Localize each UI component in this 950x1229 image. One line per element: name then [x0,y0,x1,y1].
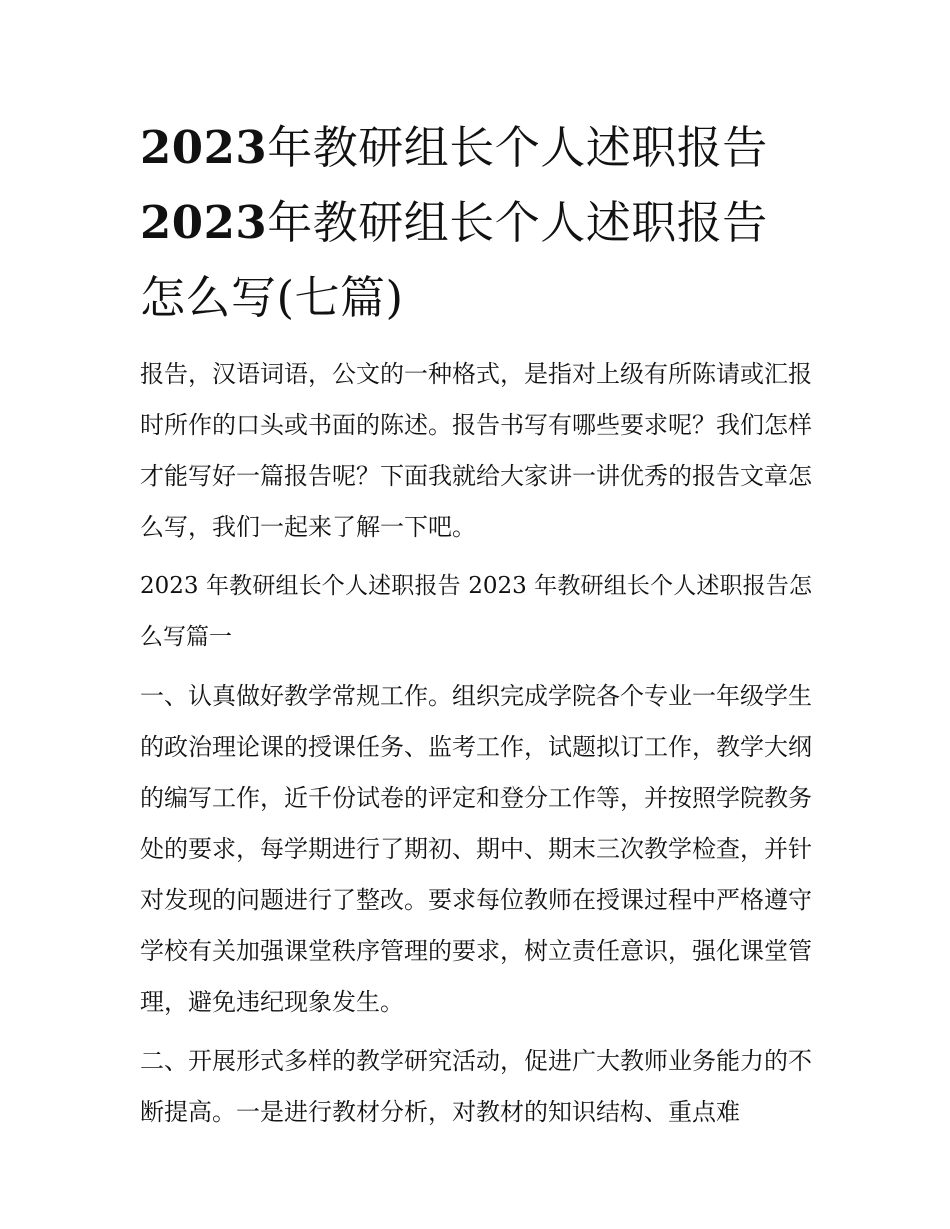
document-title [140,110,812,335]
title-text: 怎么写(七篇) [140,271,404,324]
title-year: 2023 [140,121,268,174]
section-heading: 2023 年教研组长个人述职报告 2023 年教研组长个人述职报告怎么写篇一 [140,573,812,650]
title-line [140,121,768,174]
title-line [140,271,404,324]
title-text: 年教研组长个人述职报告 [267,196,768,249]
intro-paragraph: 报告，汉语词语，公文的一种格式，是指对上级有所陈请或汇报时所作的口头或书面的陈述。报告书写有哪些要求呢？我们怎样才能写好一篇报告呢？下面我就给大家讲一讲优秀的报告文章怎么写，我们一起来了解一下吧。 [140,360,812,541]
body-paragraph: 一、认真做好教学常规工作。组织完成学院各个专业一年级学生的政治理论课的授课任务、监考工作，试题拟订工作，教学大纲的编写工作，近千份试卷的评定和登分工作等，并按照学院教务处的要求，每学期进行了期初、期中、期末三次教学检查，并针对发现的问题进行了整改。要求每位教师在授课过程中严格遵守学校有关加强课堂秩序管理的要求，树立责任意识，强化课堂管理，避免违纪现象发生。 [140,682,812,1016]
document-page [140,110,812,1138]
title-text: 年教研组长个人述职报告 [267,121,768,174]
body-paragraph: 二、开展形式多样的教学研究活动，促进广大教师业务能力的不断提高。一是进行教材分析，对教材的知识结构、重点难 [140,1047,812,1126]
title-line [140,196,768,249]
title-year: 2023 [140,196,268,249]
